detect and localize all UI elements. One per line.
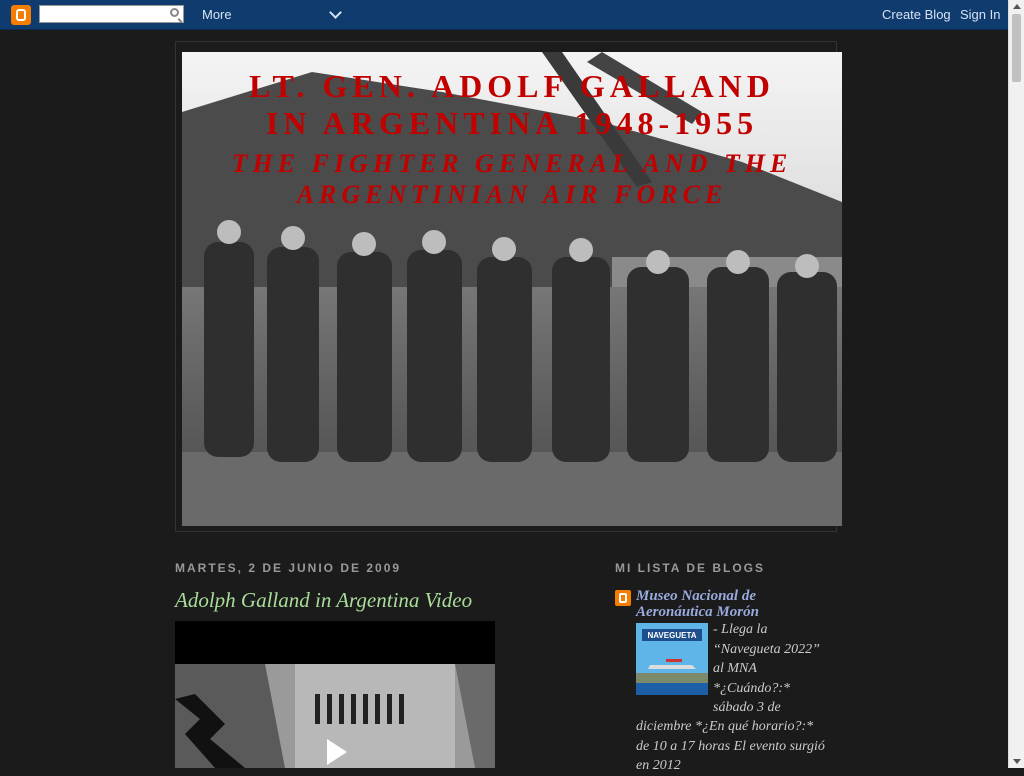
blog-list-title: MI LISTA DE BLOGS — [615, 561, 765, 575]
thumbnail-label: NAVEGUETA — [647, 631, 697, 640]
scrollbar-thumb[interactable] — [1012, 14, 1021, 82]
blog-title-line1[interactable]: LT. GEN. ADOLF GALLAND — [249, 68, 775, 104]
chevron-down-icon[interactable] — [329, 6, 342, 19]
blog-list-thumbnail[interactable] — [636, 623, 708, 695]
blog-snippet-part1: - Llega la “Navegueta 2022” al MNA *¿Cuándo?:* sábado 3 de — [713, 622, 820, 715]
blog-snippet-part2: diciembre *¿En qué horario?:* de 10 a 17 horas El evento surgió en 2012 — [636, 719, 825, 773]
search-input[interactable] — [39, 5, 184, 23]
blog-description-line1: THE FIGHTER GENERAL AND THE — [231, 149, 793, 178]
scroll-down-arrow-icon[interactable] — [1013, 759, 1021, 764]
blog-list-item-link[interactable]: Museo Nacional de Aeronáutica Morón — [636, 588, 759, 620]
blog-description-line2: ARGENTINIAN AIR FORCE — [296, 180, 728, 209]
blog-title[interactable] — [182, 68, 842, 142]
play-icon[interactable] — [327, 739, 347, 765]
video-player[interactable] — [175, 621, 495, 768]
date-header: MARTES, 2 DE JUNIO DE 2009 — [175, 561, 402, 575]
header-image[interactable] — [182, 52, 842, 526]
vertical-scrollbar[interactable] — [1008, 0, 1024, 768]
blog-description — [182, 148, 842, 210]
create-blog-link[interactable]: Create Blog — [882, 7, 951, 22]
blog-title-line2[interactable]: IN ARGENTINA 1948-1955 — [265, 105, 759, 141]
blogger-navbar — [0, 0, 1009, 30]
scroll-up-arrow-icon[interactable] — [1013, 4, 1021, 9]
thumbnail-art — [636, 623, 708, 695]
sign-in-link[interactable]: Sign In — [960, 7, 1001, 22]
search-icon[interactable] — [170, 8, 179, 17]
post-title[interactable]: Adolph Galland in Argentina Video — [175, 588, 473, 612]
more-menu-button[interactable]: More — [202, 7, 232, 22]
blogger-logo-icon[interactable] — [11, 5, 31, 25]
blogger-favicon-icon — [615, 590, 631, 606]
